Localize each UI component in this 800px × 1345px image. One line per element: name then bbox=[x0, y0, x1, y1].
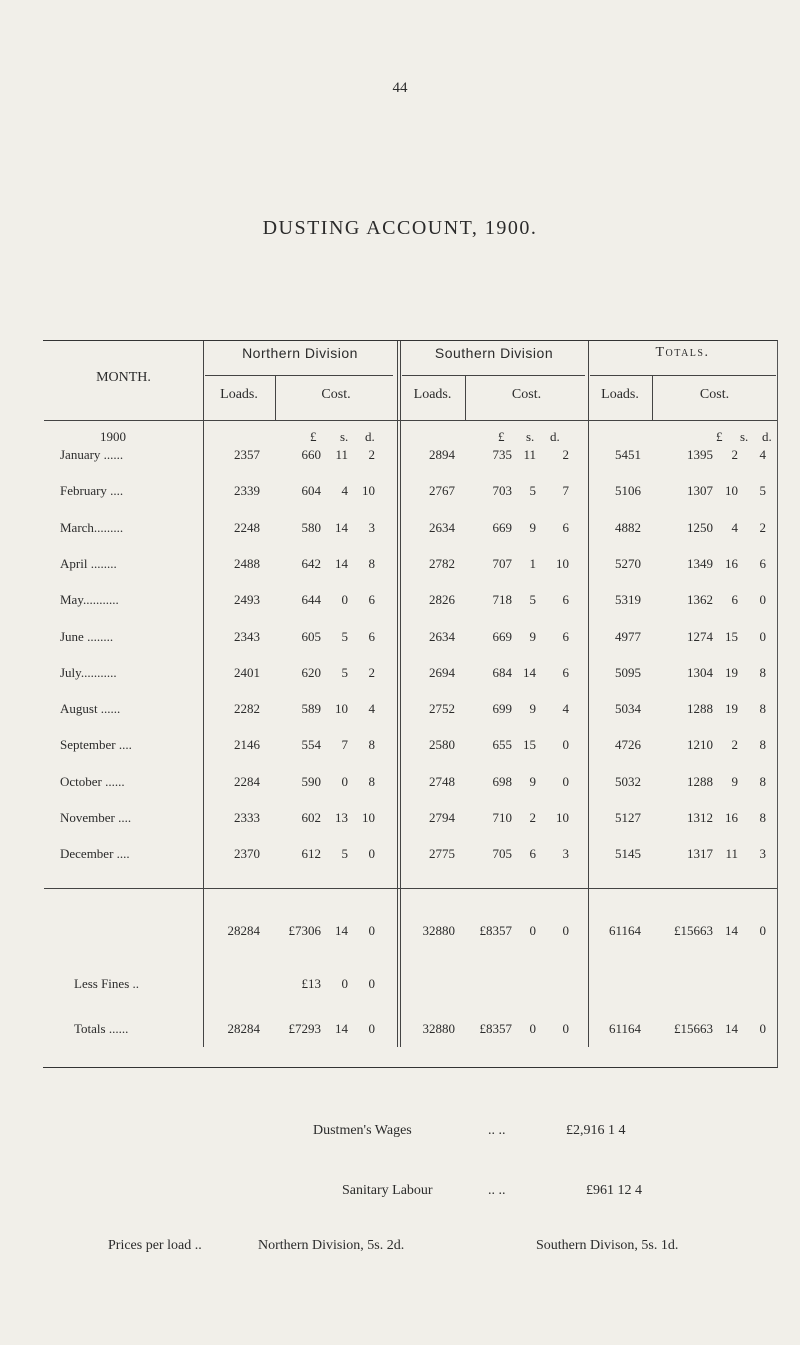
table-row-n-l: 644 bbox=[301, 592, 321, 607]
table-row-n-s: 5 bbox=[341, 629, 348, 644]
table-row-s-s: 2 bbox=[529, 810, 536, 825]
table-row-s-s: 14 bbox=[523, 665, 536, 680]
table-row-s-s: 5 bbox=[529, 592, 536, 607]
table-row-n-s: 10 bbox=[335, 701, 348, 716]
southern-division-header: Southern Division bbox=[434, 345, 554, 361]
table-row-t-l: 1395 bbox=[687, 447, 713, 462]
subtotal-row-n-d: 0 bbox=[368, 923, 375, 938]
table-row-t-d: 8 bbox=[759, 810, 766, 825]
table-row-n-d: 10 bbox=[362, 810, 375, 825]
northern-loads-header: Loads. bbox=[220, 387, 258, 402]
sanitary-labour-value: £961 12 4 bbox=[586, 1183, 642, 1198]
pence-unit: d. bbox=[762, 429, 772, 444]
dustmen-wages-label: Dustmen's Wages bbox=[313, 1123, 412, 1138]
table-row-t-loads: 4726 bbox=[615, 737, 641, 752]
table-row-t-s: 9 bbox=[731, 774, 738, 789]
table-row-s-d: 6 bbox=[562, 592, 569, 607]
table-row-label: March......... bbox=[60, 520, 124, 535]
table-row-t-d: 8 bbox=[759, 665, 766, 680]
table-row-s-loads: 2767 bbox=[429, 483, 455, 498]
table-row-n-s: 0 bbox=[341, 774, 348, 789]
subtotal-row-n-loads: 28284 bbox=[227, 923, 260, 938]
table-row-label: December .... bbox=[60, 846, 130, 861]
table-row-t-d: 6 bbox=[759, 556, 766, 571]
totals-cost-header: Cost. bbox=[699, 387, 730, 402]
table-row-n-loads: 2357 bbox=[234, 447, 260, 462]
table-row-label: January ...... bbox=[60, 447, 124, 462]
table-row-n-loads: 2488 bbox=[234, 556, 260, 571]
page-number: 44 bbox=[392, 80, 408, 96]
northern-division-header: Northern Division bbox=[242, 345, 358, 361]
table-row-label: September .... bbox=[60, 737, 132, 752]
table-row-n-d: 8 bbox=[368, 556, 375, 571]
table-row-t-d: 8 bbox=[759, 737, 766, 752]
totals-row-s-loads: 32880 bbox=[422, 1021, 455, 1036]
table-row-t-loads: 5127 bbox=[615, 810, 641, 825]
subtotal-row-n-s: 14 bbox=[335, 923, 348, 938]
table-row-s-s: 6 bbox=[529, 846, 536, 861]
totals-row-t-d: 0 bbox=[759, 1021, 766, 1036]
table-row-n-d: 0 bbox=[368, 846, 375, 861]
table-row-n-s: 5 bbox=[341, 665, 348, 680]
table-row-n-loads: 2333 bbox=[234, 810, 260, 825]
totals-row-t-l: £15663 bbox=[674, 1021, 713, 1036]
table-row-n-s: 11 bbox=[335, 447, 348, 462]
table-row-t-loads: 5095 bbox=[615, 665, 641, 680]
table-row-t-l: 1317 bbox=[687, 846, 713, 861]
table-row-t-loads: 4977 bbox=[615, 629, 641, 644]
table-row-s-l: 669 bbox=[492, 629, 512, 644]
table-row-label: August ...... bbox=[60, 701, 121, 716]
table-row-label: November .... bbox=[60, 810, 132, 825]
table-row-s-l: 669 bbox=[492, 520, 512, 535]
table-row-s-loads: 2748 bbox=[429, 774, 455, 789]
table-row-n-d: 3 bbox=[368, 520, 375, 535]
table-row-t-l: 1210 bbox=[687, 737, 713, 752]
less-fines-row-n-s: 0 bbox=[341, 976, 348, 991]
page-title: DUSTING ACCOUNT, 1900. bbox=[262, 217, 538, 239]
table-row-s-l: 735 bbox=[492, 447, 512, 462]
table-row-t-s: 10 bbox=[725, 483, 738, 498]
totals-row-t-loads: 61164 bbox=[608, 1021, 641, 1036]
table-row-n-l: 642 bbox=[301, 556, 321, 571]
leader-dots: .. .. bbox=[488, 1123, 506, 1138]
table-row-t-loads: 5032 bbox=[615, 774, 641, 789]
table-row-label: October ...... bbox=[60, 774, 125, 789]
table-row-t-l: 1288 bbox=[687, 701, 713, 716]
totals-row-n-d: 0 bbox=[368, 1021, 375, 1036]
pounds-unit: £ bbox=[498, 429, 505, 444]
table-row-t-l: 1288 bbox=[687, 774, 713, 789]
table-row-t-d: 8 bbox=[759, 701, 766, 716]
table-row-n-d: 6 bbox=[368, 592, 375, 607]
table-row-s-l: 698 bbox=[492, 774, 512, 789]
table-row-t-s: 4 bbox=[731, 520, 738, 535]
totals-row-s-l: £8357 bbox=[479, 1021, 512, 1036]
table-row-s-loads: 2634 bbox=[429, 520, 455, 535]
table-row-label: February .... bbox=[60, 483, 124, 498]
table-row-t-loads: 5145 bbox=[615, 846, 641, 861]
table-row-n-s: 4 bbox=[341, 483, 348, 498]
year-label: 1900 bbox=[100, 429, 126, 444]
subtotal-row-t-loads: 61164 bbox=[608, 923, 641, 938]
table-row-s-l: 707 bbox=[492, 556, 512, 571]
grid-line bbox=[588, 341, 589, 1047]
table-row-s-l: 699 bbox=[492, 701, 512, 716]
table-row-s-loads: 2694 bbox=[429, 665, 455, 680]
table-row-t-l: 1274 bbox=[687, 629, 713, 644]
table-row-t-loads: 5106 bbox=[615, 483, 641, 498]
subtotal-row-s-loads: 32880 bbox=[422, 923, 455, 938]
table-row-s-d: 10 bbox=[556, 810, 569, 825]
table-row-t-s: 16 bbox=[725, 556, 738, 571]
totals-row-n-s: 14 bbox=[335, 1021, 348, 1036]
table-row-s-d: 4 bbox=[562, 701, 569, 716]
table-row-s-l: 655 bbox=[492, 737, 512, 752]
table-row-n-s: 0 bbox=[341, 592, 348, 607]
northern-cost-header: Cost. bbox=[321, 387, 351, 402]
table-row-s-d: 0 bbox=[562, 737, 569, 752]
table-row-t-d: 3 bbox=[759, 846, 766, 861]
table-row-n-d: 4 bbox=[368, 701, 375, 716]
less-fines-row-label: Less Fines .. bbox=[74, 976, 139, 991]
pounds-unit: £ bbox=[716, 429, 723, 444]
table-row-n-d: 8 bbox=[368, 774, 375, 789]
grid-line bbox=[44, 420, 777, 421]
table-row-t-loads: 5034 bbox=[615, 701, 641, 716]
table-row-s-l: 718 bbox=[492, 592, 512, 607]
table-row-s-s: 11 bbox=[523, 447, 536, 462]
leader-dots: .. .. bbox=[488, 1183, 506, 1198]
shillings-unit: s. bbox=[740, 429, 749, 444]
subtotal-row-s-d: 0 bbox=[562, 923, 569, 938]
southern-loads-header: Loads. bbox=[413, 387, 452, 402]
less-fines-row-n-l: £13 bbox=[301, 976, 321, 991]
table-row-s-l: 703 bbox=[492, 483, 512, 498]
sanitary-labour-label: Sanitary Labour bbox=[342, 1183, 433, 1198]
table-row-n-l: 602 bbox=[301, 810, 321, 825]
subtotal-row-n-l: £7306 bbox=[288, 923, 321, 938]
table-row-s-d: 0 bbox=[562, 774, 569, 789]
table-row-s-d: 6 bbox=[562, 520, 569, 535]
southern-cost-header: Cost. bbox=[511, 387, 542, 402]
table-row-n-loads: 2370 bbox=[234, 846, 260, 861]
table-row-t-l: 1362 bbox=[687, 592, 713, 607]
table-row-t-d: 4 bbox=[759, 447, 766, 462]
subtotal-row-s-l: £8357 bbox=[479, 923, 512, 938]
dusting-account-table bbox=[43, 340, 778, 1068]
totals-header: Totals. bbox=[655, 345, 710, 360]
table-row-s-s: 9 bbox=[529, 774, 536, 789]
pounds-unit: £ bbox=[310, 429, 317, 444]
table-row-n-l: 660 bbox=[301, 447, 321, 462]
table-row-s-s: 1 bbox=[529, 556, 536, 571]
table-row-s-loads: 2634 bbox=[429, 629, 455, 644]
table-row-n-s: 5 bbox=[341, 846, 348, 861]
table-row-t-s: 15 bbox=[725, 629, 738, 644]
table-row-n-s: 13 bbox=[335, 810, 348, 825]
table-row-s-s: 9 bbox=[529, 629, 536, 644]
table-row-t-l: 1307 bbox=[687, 483, 713, 498]
totals-row-label: Totals ...... bbox=[74, 1021, 129, 1036]
table-row-n-l: 554 bbox=[301, 737, 321, 752]
table-row-s-loads: 2752 bbox=[429, 701, 455, 716]
table-row-t-l: 1312 bbox=[687, 810, 713, 825]
table-row-n-d: 6 bbox=[368, 629, 375, 644]
table-row-t-loads: 5451 bbox=[615, 447, 641, 462]
table-row-t-d: 8 bbox=[759, 774, 766, 789]
shillings-unit: s. bbox=[340, 429, 349, 444]
table-row-n-l: 580 bbox=[301, 520, 321, 535]
table-row-n-l: 612 bbox=[301, 846, 321, 861]
table-row-t-l: 1250 bbox=[687, 520, 713, 535]
table-row-t-s: 19 bbox=[725, 701, 738, 716]
table-row-s-d: 10 bbox=[556, 556, 569, 571]
table-row-t-s: 2 bbox=[731, 737, 738, 752]
table-row-n-loads: 2146 bbox=[234, 737, 260, 752]
table-row-s-s: 15 bbox=[523, 737, 536, 752]
table-row-s-s: 5 bbox=[529, 483, 536, 498]
grid-line bbox=[203, 341, 204, 1047]
totals-row-s-d: 0 bbox=[562, 1021, 569, 1036]
subtotal-row-s-s: 0 bbox=[529, 923, 536, 938]
table-row-n-loads: 2282 bbox=[234, 701, 260, 716]
table-row-n-d: 8 bbox=[368, 737, 375, 752]
table-row-t-l: 1304 bbox=[687, 665, 713, 680]
table-row-label: June ........ bbox=[60, 629, 114, 644]
table-row-s-l: 684 bbox=[492, 665, 512, 680]
table-row-s-loads: 2775 bbox=[429, 846, 455, 861]
grid-line bbox=[400, 341, 401, 1047]
table-row-n-d: 2 bbox=[368, 447, 375, 462]
table-row-t-d: 2 bbox=[759, 520, 766, 535]
table-row-label: April ........ bbox=[60, 556, 117, 571]
totals-row-t-s: 14 bbox=[725, 1021, 738, 1036]
table-row-s-l: 710 bbox=[492, 810, 512, 825]
subtotal-rule bbox=[44, 888, 777, 889]
table-row-n-d: 2 bbox=[368, 665, 375, 680]
table-row-n-loads: 2284 bbox=[234, 774, 260, 789]
table-row-n-l: 605 bbox=[301, 629, 321, 644]
table-row-t-s: 11 bbox=[725, 846, 738, 861]
grid-line bbox=[397, 341, 398, 1047]
table-row-label: July........... bbox=[60, 665, 117, 680]
table-row-t-s: 2 bbox=[731, 447, 738, 462]
table-row-n-l: 620 bbox=[301, 665, 321, 680]
prices-per-load-label: Prices per load .. bbox=[108, 1238, 202, 1253]
table-row-n-l: 589 bbox=[301, 701, 321, 716]
table-row-n-l: 604 bbox=[301, 483, 321, 498]
month-header: MONTH. bbox=[96, 370, 151, 385]
table-row-n-d: 10 bbox=[362, 483, 375, 498]
table-row-t-l: 1349 bbox=[687, 556, 713, 571]
totals-row-n-l: £7293 bbox=[288, 1021, 321, 1036]
less-fines-row-n-d: 0 bbox=[368, 976, 375, 991]
table-row-s-d: 2 bbox=[562, 447, 569, 462]
subtotal-row-t-s: 14 bbox=[725, 923, 738, 938]
table-row-s-d: 6 bbox=[562, 665, 569, 680]
table-row-t-s: 19 bbox=[725, 665, 738, 680]
table-row-t-d: 0 bbox=[759, 592, 766, 607]
totals-loads-header: Loads. bbox=[601, 387, 639, 402]
table-row-s-s: 9 bbox=[529, 701, 536, 716]
table-row-label: May........... bbox=[60, 592, 119, 607]
table-row-n-loads: 2248 bbox=[234, 520, 260, 535]
table-row-s-loads: 2782 bbox=[429, 556, 455, 571]
grid-line bbox=[402, 375, 585, 376]
table-row-n-loads: 2401 bbox=[234, 665, 260, 680]
table-row-n-loads: 2343 bbox=[234, 629, 260, 644]
table-row-t-loads: 4882 bbox=[615, 520, 641, 535]
table-row-t-s: 6 bbox=[731, 592, 738, 607]
table-row-t-s: 16 bbox=[725, 810, 738, 825]
table-row-n-s: 7 bbox=[341, 737, 348, 752]
table-row-s-loads: 2894 bbox=[429, 447, 455, 462]
table-row-s-loads: 2794 bbox=[429, 810, 455, 825]
prices-northern: Northern Division, 5s. 2d. bbox=[258, 1238, 405, 1253]
table-row-s-d: 6 bbox=[562, 629, 569, 644]
table-row-n-l: 590 bbox=[301, 774, 321, 789]
subtotal-row-t-l: £15663 bbox=[674, 923, 713, 938]
pence-unit: d. bbox=[550, 429, 560, 444]
table-row-t-d: 0 bbox=[759, 629, 766, 644]
table-row-n-s: 14 bbox=[335, 520, 348, 535]
table-row-t-loads: 5270 bbox=[615, 556, 641, 571]
table-row-s-loads: 2580 bbox=[429, 737, 455, 752]
table-row-n-s: 14 bbox=[335, 556, 348, 571]
grid-line bbox=[205, 375, 393, 376]
shillings-unit: s. bbox=[526, 429, 535, 444]
totals-row-n-loads: 28284 bbox=[227, 1021, 260, 1036]
grid-line bbox=[590, 375, 776, 376]
table-row-n-loads: 2339 bbox=[234, 483, 260, 498]
table-row-t-loads: 5319 bbox=[615, 592, 641, 607]
totals-row-s-s: 0 bbox=[529, 1021, 536, 1036]
subtotal-row-t-d: 0 bbox=[759, 923, 766, 938]
table-row-s-l: 705 bbox=[492, 846, 512, 861]
prices-southern: Southern Divison, 5s. 1d. bbox=[536, 1238, 679, 1253]
table-row-s-d: 7 bbox=[562, 483, 569, 498]
table-row-t-d: 5 bbox=[759, 483, 766, 498]
table-row-s-loads: 2826 bbox=[429, 592, 455, 607]
table-row-s-d: 3 bbox=[562, 846, 569, 861]
table-row-n-loads: 2493 bbox=[234, 592, 260, 607]
dustmen-wages-value: £2,916 1 4 bbox=[566, 1123, 626, 1138]
table-row-s-s: 9 bbox=[529, 520, 536, 535]
pence-unit: d. bbox=[365, 429, 375, 444]
